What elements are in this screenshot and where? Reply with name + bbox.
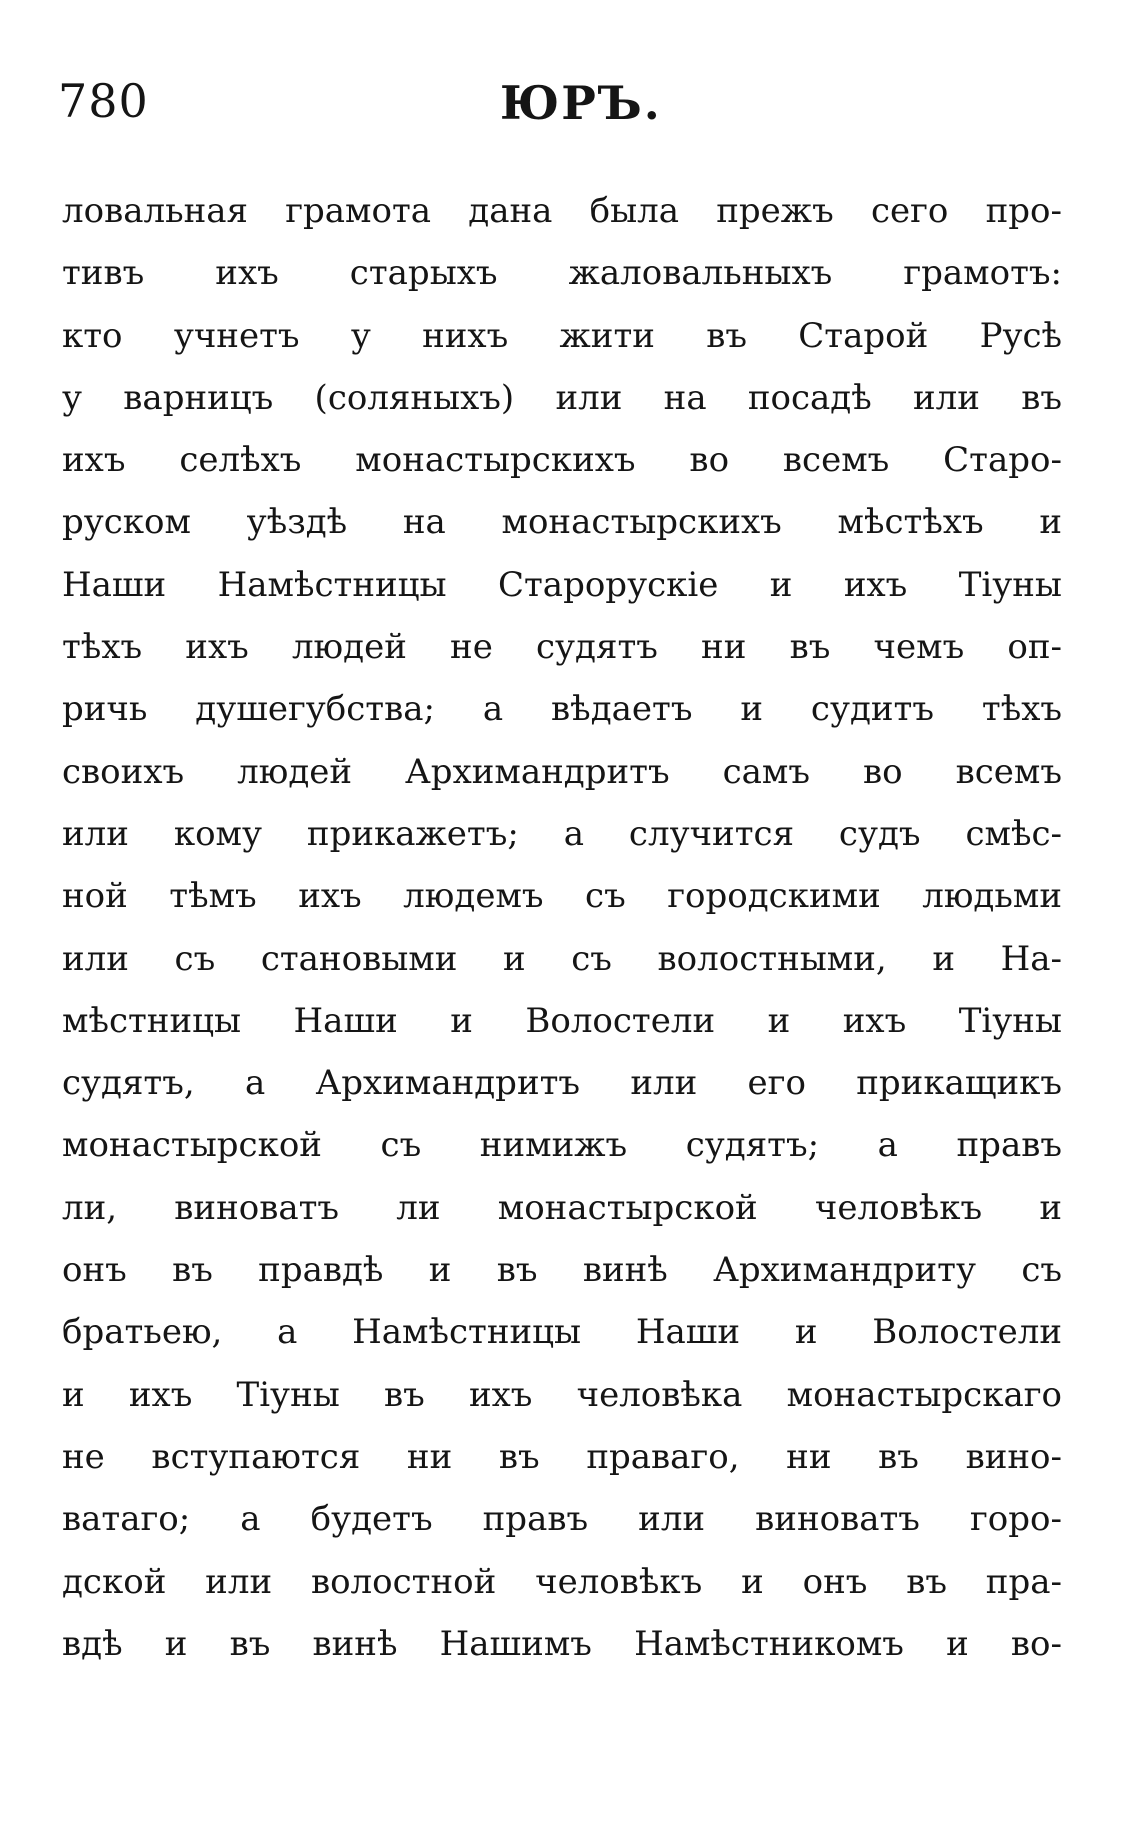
text-line: тивъ ихъ старыхъ жаловальныхъ грамотъ:: [62, 253, 1062, 294]
running-head: ЮРЪ.: [500, 76, 662, 130]
text-line: Наши Намѣстницы Старорускіе и ихъ Тіуны: [62, 564, 1062, 605]
text-line: или съ становыми и съ волостными, и На-: [62, 938, 1062, 979]
text-line: монастырской съ нимижъ судятъ; а правъ: [62, 1125, 1062, 1166]
text-line: судятъ, а Архимандритъ или его прикащикъ: [62, 1063, 1062, 1104]
text-line: ихъ селѣхъ монастырскихъ во всемъ Старо-: [62, 440, 1062, 481]
text-line: ной тѣмъ ихъ людемъ съ городскими людьми: [62, 876, 1062, 917]
text-line: тѣхъ ихъ людей не судятъ ни въ чемъ оп-: [62, 627, 1062, 668]
text-line: ватаго; а будетъ правъ или виноватъ горо-: [62, 1499, 1062, 1540]
text-line: ли, виноватъ ли монастырской человѣкъ и: [62, 1187, 1062, 1228]
page-number: 780: [58, 74, 149, 128]
text-line: руском уѣздѣ на монастырскихъ мѣстѣхъ и: [62, 502, 1062, 543]
text-line: не вступаются ни въ праваго, ни въ вино-: [62, 1436, 1062, 1477]
text-line: ловальная грамота дана была прежъ сего про-: [62, 191, 1062, 231]
text-line: ричь душегубства; а вѣдаетъ и судитъ тѣхъ: [62, 689, 1062, 730]
text-line: своихъ людей Архимандритъ самъ во всемъ: [62, 751, 1062, 792]
text-line: и ихъ Тіуны въ ихъ человѣка монастырскаго: [62, 1374, 1062, 1415]
text-line: братьею, а Намѣстницы Наши и Волостели: [62, 1312, 1062, 1353]
text-line: вдѣ и въ винѣ Нашимъ Намѣстникомъ и во-: [62, 1623, 1062, 1664]
text-line: у варницъ (соляныхъ) или на посадѣ или въ: [62, 377, 1062, 418]
body-text: [62, 180, 1062, 1675]
text-line: кто учнетъ у нихъ жити въ Старой Русѣ: [62, 315, 1062, 356]
text-line: онъ въ правдѣ и въ винѣ Архимандриту съ: [62, 1250, 1062, 1291]
text-line: дской или волостной человѣкъ и онъ въ пра-: [62, 1561, 1062, 1602]
text-line: или кому прикажетъ; а случится судъ смѣс-: [62, 813, 1062, 854]
text-line: мѣстницы Наши и Волостели и ихъ Тіуны: [62, 1000, 1062, 1041]
